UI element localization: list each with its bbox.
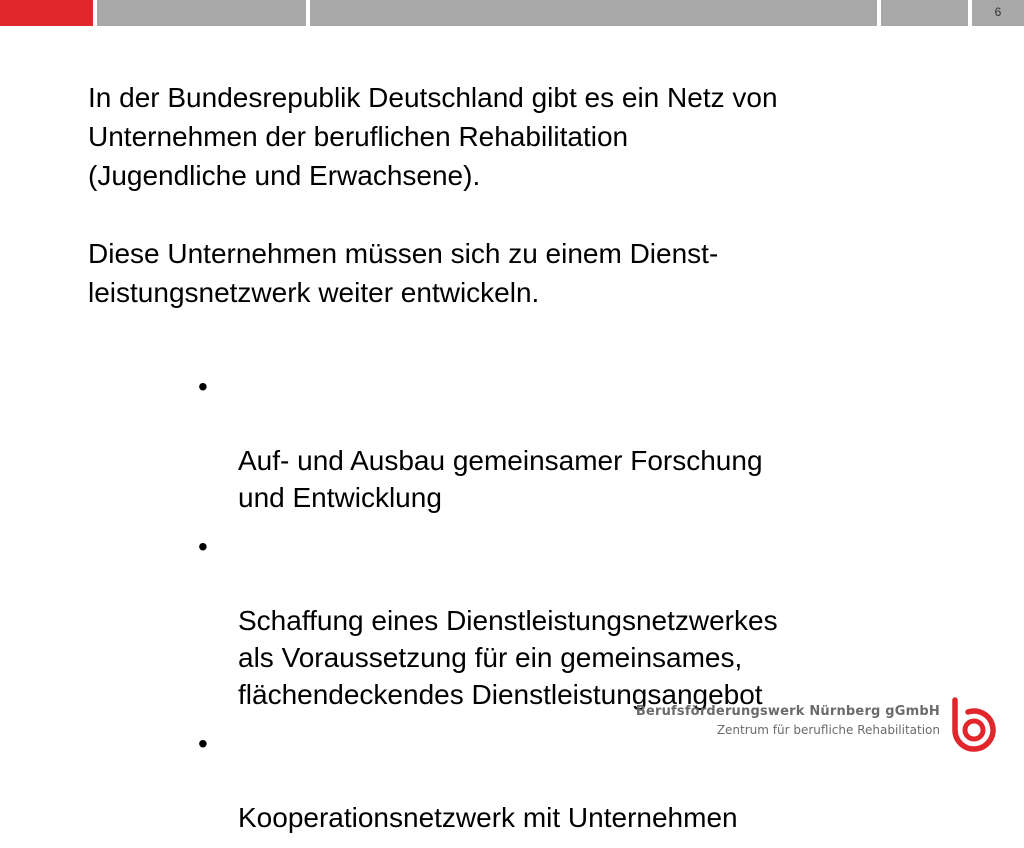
bullet-icon: • <box>198 371 208 402</box>
top-bar-segment <box>310 0 877 26</box>
bullet-icon: • <box>198 728 208 759</box>
intro-paragraph: Diese Unternehmen müssen sich zu einem Dienst- leistungsnetzwerk weiter entwickeln. <box>88 238 719 308</box>
list-item <box>198 368 958 516</box>
page-number: 6 <box>994 5 1002 19</box>
bullet-list <box>198 368 958 848</box>
bullet-text: Schaffung eines Dienstleistungsnetzwerkes als Voraussetzung für ein gemeinsames, flächendeckendes Dienstleistungsangebot <box>238 605 778 710</box>
top-decor-bar <box>0 0 1024 26</box>
intro-paragraph: In der Bundesrepublik Deutschland gibt es ein Netz von Unternehmen der beruflichen Rehabilitation (Jugendliche und Erwachsene). <box>88 82 778 191</box>
bullet-icon: • <box>198 531 208 562</box>
org-subtitle: Zentrum für berufliche Rehabilitation <box>716 723 940 737</box>
list-item <box>198 528 958 713</box>
bullet-text: Auf- und Ausbau gemeinsamer Forschung und Entwicklung <box>238 445 763 513</box>
intro-text <box>88 78 988 351</box>
bullet-text: Kooperationsnetzwerk mit Unternehmen <box>238 802 738 833</box>
top-bar-segment <box>881 0 968 26</box>
top-bar-segment <box>97 0 306 26</box>
list-item <box>198 725 958 836</box>
org-name: Berufsförderungswerk Nürnberg gGmbH <box>635 704 940 719</box>
bfw-b-logo-icon <box>946 696 1002 752</box>
footer-org-block <box>636 702 940 739</box>
top-bar-red-segment <box>0 0 93 26</box>
